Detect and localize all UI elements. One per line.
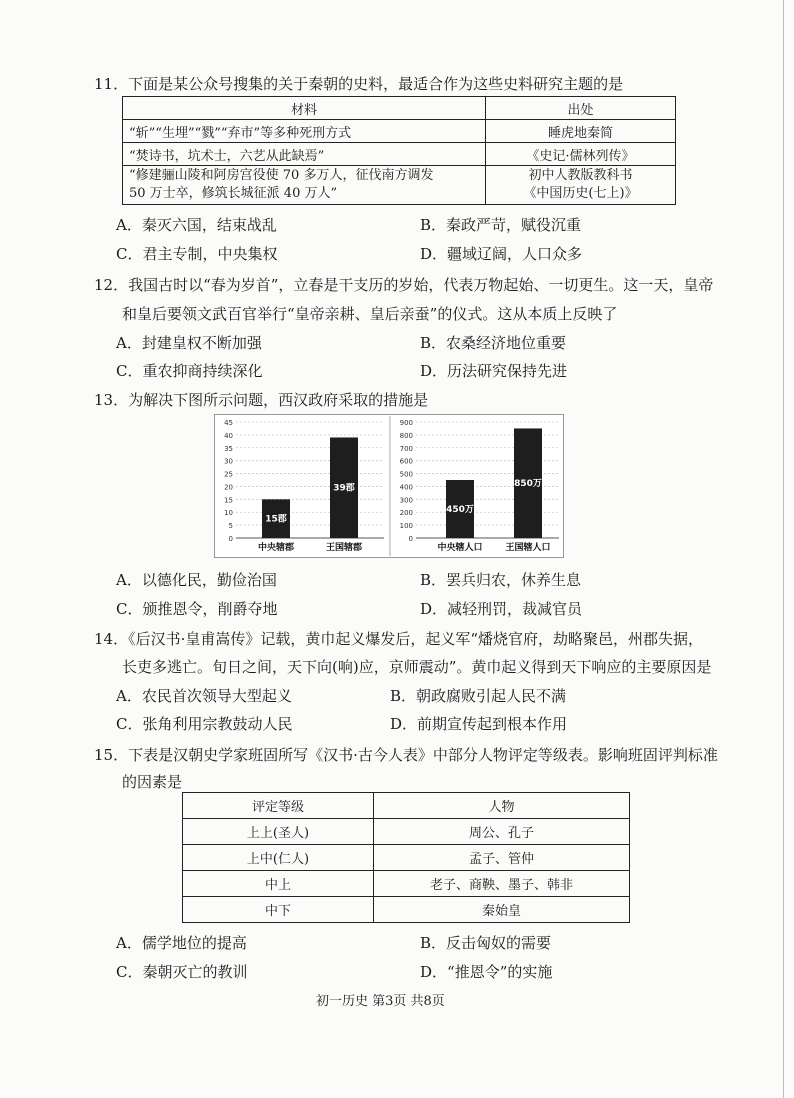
chart-2-data-label-2: 850万: [514, 479, 542, 490]
q15-row-3-grade: 中上: [183, 871, 374, 897]
q14-option-b[interactable]: B．朝政腐败引起人民不满: [390, 687, 567, 705]
q15-row-1-grade: 上上(圣人): [183, 819, 374, 845]
q15-option-c[interactable]: C．秦朝灭亡的教训: [116, 963, 248, 981]
chart-1-category-1: 中央辖郡: [257, 543, 295, 553]
q15-row-4-grade: 中下: [183, 897, 374, 923]
q12-option-a[interactable]: A．封建皇权不断加强: [116, 334, 262, 352]
q11-row-3-source-line-2: 《中国历史(七上)》: [523, 186, 638, 201]
q11-stem: 11．下面是某公众号搜集的关于秦朝的史料，最适合作为这些史料研究主题的是: [94, 75, 624, 93]
chart-2-data-label-1: 450万: [446, 505, 474, 515]
q12-option-d[interactable]: D．历法研究保持先进: [420, 362, 568, 380]
q15-row-2-grade: 上中(仁人): [183, 845, 374, 871]
q14-option-a[interactable]: A．农民首次领导大型起义: [116, 687, 292, 705]
q15-row-1-people: 周公、孔子: [374, 819, 630, 845]
q11-row-2-source: 《史记·儒林列传》: [486, 143, 676, 166]
q11-row-3-source: [486, 166, 676, 205]
q14-option-c[interactable]: C．张角利用宗教鼓动人民: [116, 715, 293, 733]
chart-2-ytick-8: 800: [399, 431, 413, 440]
chart-2-ytick-0: 0: [408, 535, 413, 543]
scan-edge-line: [783, 0, 784, 1098]
chart-2-ytick-2: 200: [399, 509, 413, 518]
q11-row-3-material-line-1: “修建骊山陵和阿房宫役使 70 多万人，征伐南方调发: [129, 168, 434, 183]
chart-1-ytick-9: 45: [224, 419, 233, 427]
q15-header-grade: 评定等级: [183, 793, 374, 819]
chart-2-ytick-7: 700: [399, 444, 413, 453]
q13-stem: 13．为解决下图所示问题，西汉政府采取的措施是: [94, 391, 429, 409]
q11-header-material: 材料: [123, 97, 486, 120]
q11-row-3-material: [123, 166, 486, 205]
q11-option-d[interactable]: D．疆域辽阔，人口众多: [420, 245, 583, 263]
chart-1-ytick-8: 40: [224, 431, 233, 440]
q15-table: [182, 792, 630, 923]
chart-1-ytick-5: 25: [224, 470, 233, 479]
q14-stem-line-2: 长吏多逃亡。旬日之间，天下向(响)应，京师震动”。黄巾起义得到天下响应的主要原因是: [122, 658, 712, 676]
chart-2-ytick-5: 500: [399, 470, 413, 479]
q15-row-2-people: 孟子、管仲: [374, 845, 630, 871]
q15-row-4-people: 秦始皇: [374, 897, 630, 923]
chart-1-category-2: 王国辖郡: [325, 543, 363, 553]
q15-row-3-people: 老子、商鞅、墨子、韩非: [374, 871, 630, 897]
chart-1-ytick-3: 15: [224, 496, 233, 505]
chart-2-category-2: 王国辖人口: [505, 543, 551, 553]
page-footer: 初一历史 第3页 共8页: [316, 994, 445, 1009]
chart-1-ytick-6: 30: [224, 457, 233, 466]
q11-row-1-source: 睡虎地秦简: [486, 120, 676, 143]
chart-2-ytick-9: 900: [399, 419, 413, 427]
chart-2-ytick-1: 100: [399, 522, 413, 531]
q12-option-c[interactable]: C．重农抑商持续深化: [116, 362, 263, 380]
q15-option-d[interactable]: D．“推恩令”的实施: [420, 963, 553, 981]
chart-2-category-1: 中央辖人口: [437, 543, 483, 553]
q12-option-b[interactable]: B．农桑经济地位重要: [420, 334, 567, 352]
chart-1-data-label-1: 15郡: [265, 514, 287, 525]
q11-option-a[interactable]: A．秦灭六国，结束战乱: [116, 216, 277, 234]
q15-stem-line-2: 的因素是: [122, 773, 183, 791]
q13-bar-charts: [214, 414, 564, 558]
chart-2-ytick-4: 400: [399, 483, 413, 492]
q13-option-b[interactable]: B．罢兵归农，休养生息: [420, 571, 582, 589]
chart-1-ytick-7: 35: [224, 444, 233, 453]
q11-option-c[interactable]: C．君主专制，中央集权: [116, 245, 278, 263]
chart-1-data-label-2: 39郡: [333, 483, 355, 494]
q12-stem-line-1: 12．我国古时以“春为岁首”，立春是干支历的岁始，代表万物起始、一切更生。这一天，皇帝: [94, 276, 714, 294]
q15-option-a[interactable]: A．儒学地位的提高: [116, 934, 247, 952]
q11-row-3-source-line-1: 初中人教版教科书: [528, 168, 633, 183]
q13-option-d[interactable]: D．减轻刑罚，裁减官员: [420, 600, 583, 618]
q15-option-b[interactable]: B．反击匈奴的需要: [420, 934, 552, 952]
q13-option-a[interactable]: A．以德化民，勤俭治国: [116, 571, 277, 589]
q12-stem-line-2: 和皇后要领文武百官举行“皇帝亲耕、皇后亲蚕”的仪式。这从本质上反映了: [122, 305, 618, 323]
chart-2-ytick-6: 600: [399, 457, 413, 466]
chart-2-ytick-3: 300: [399, 496, 413, 505]
chart-1-ytick-0: 0: [228, 535, 233, 543]
q11-header-source: 出处: [486, 97, 676, 120]
q11-row-3-material-line-2: 50 万士卒，修筑长城征派 40 万人”: [129, 186, 338, 201]
q14-stem-line-1: 14．《后汉书·皇甫嵩传》记载，黄巾起义爆发后，起义军“燔烧官府，劫略聚邑，州郡失据，: [94, 630, 704, 648]
q14-option-d[interactable]: D．前期宣传起到根本作用: [390, 715, 568, 733]
q11-table: [122, 96, 676, 205]
q13-option-c[interactable]: C．颁推恩令，削爵夺地: [116, 600, 278, 618]
chart-1-ytick-4: 20: [224, 483, 233, 492]
q15-header-people: 人物: [374, 793, 630, 819]
chart-1-ytick-1: 5: [228, 522, 233, 531]
chart-1-ytick-2: 10: [224, 509, 233, 518]
q11-row-2-material: “焚诗书，坑术士，六艺从此缺焉”: [123, 143, 486, 166]
q15-stem-line-1: 15．下表是汉朝史学家班固所写《汉书·古今人表》中部分人物评定等级表。影响班固评判标准: [94, 746, 718, 764]
q11-option-b[interactable]: B．秦政严苛，赋役沉重: [420, 216, 582, 234]
q11-row-1-material: “斩”“生埋”“戮”“弃市”等多种死刑方式: [123, 120, 486, 143]
